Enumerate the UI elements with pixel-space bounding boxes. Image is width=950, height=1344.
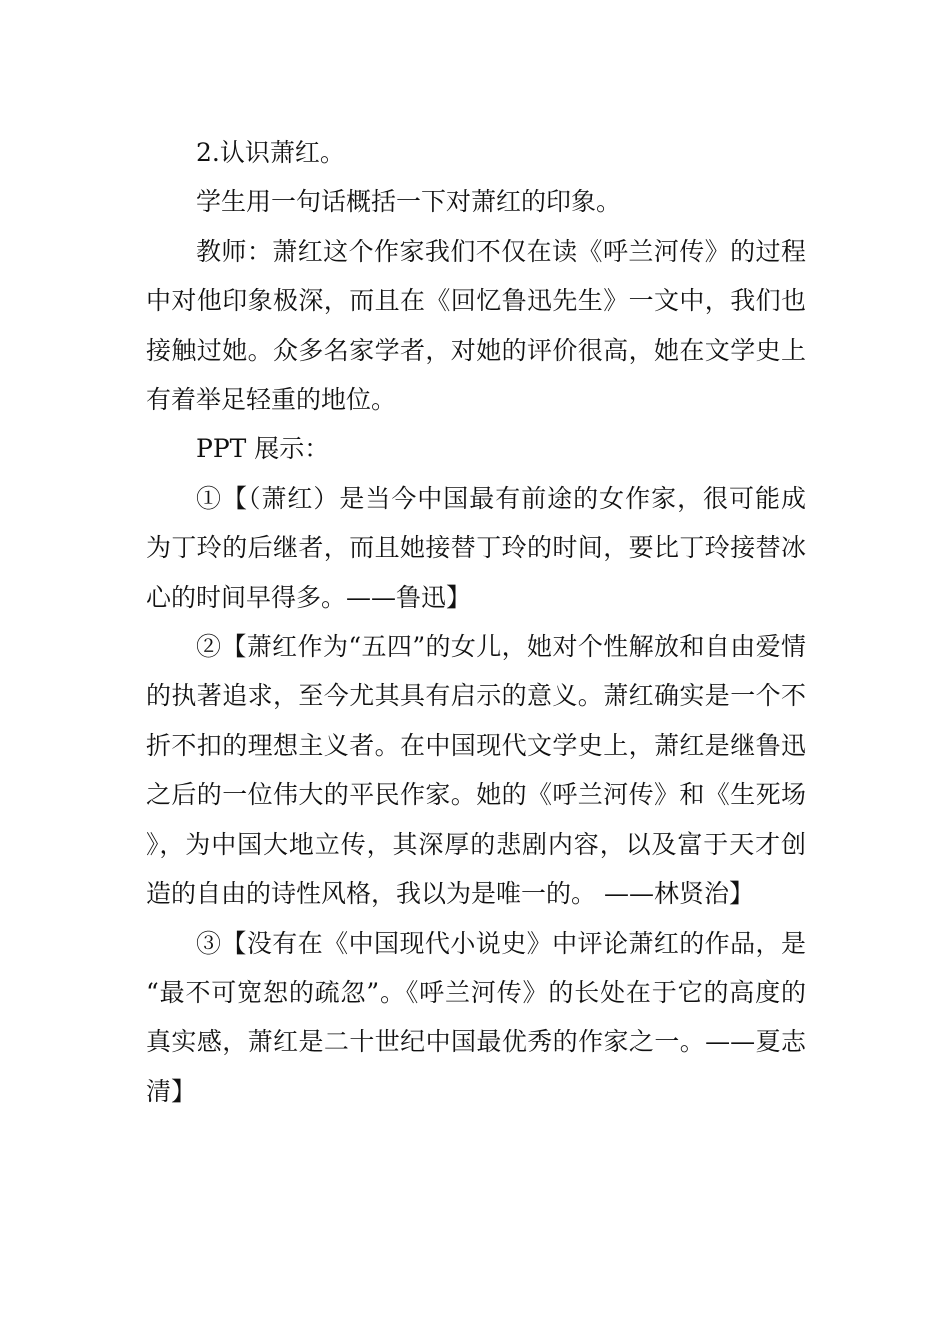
quote-luxun: ①【（萧红）是当今中国最有前途的女作家，很可能成为丁玲的后继者，而且她接替丁玲的时间，要比丁玲接替冰心的时间早得多。——鲁迅】 [146, 483, 806, 612]
quote-xiazhiqing: ③【没有在《中国现代小说史》中评论萧红的作品，是“最不可宽恕的疏忽”。《呼兰河传》的长处在于它的高度的真实感，萧红是二十世纪中国最优秀的作家之一。——夏志清】 [146, 928, 806, 1106]
ppt-label: PPT 展示： [196, 434, 330, 464]
quote-linxianzhi: ②【萧红作为“五四”的女儿，她对个性解放和自由爱情的执著追求，至今尤其具有启示的意义。萧红确实是一个不折不扣的理想主义者。在中国现代文学史上，萧红是继鲁迅之后的一位伟大的平民作家。她的《呼兰河传》和《生死场》，为中国大地立传，其深厚的悲剧内容，以及富于天才创造的自由的诗性风格，我以为是唯一的。 ——林贤治】 [146, 632, 806, 909]
document-body [146, 128, 806, 1116]
section-heading: 2.认识萧红。 [196, 138, 345, 167]
teacher-paragraph: 教师：萧红这个作家我们不仅在读《呼兰河传》的过程中对他印象极深，而且在《回忆鲁迅先生》一文中，我们也接触过她。众多名家学者，对她的评价很高，她在文学史上有着举足轻重的地位。 [146, 236, 806, 415]
student-task-paragraph: 学生用一句话概括一下对萧红的印象。 [196, 187, 622, 217]
